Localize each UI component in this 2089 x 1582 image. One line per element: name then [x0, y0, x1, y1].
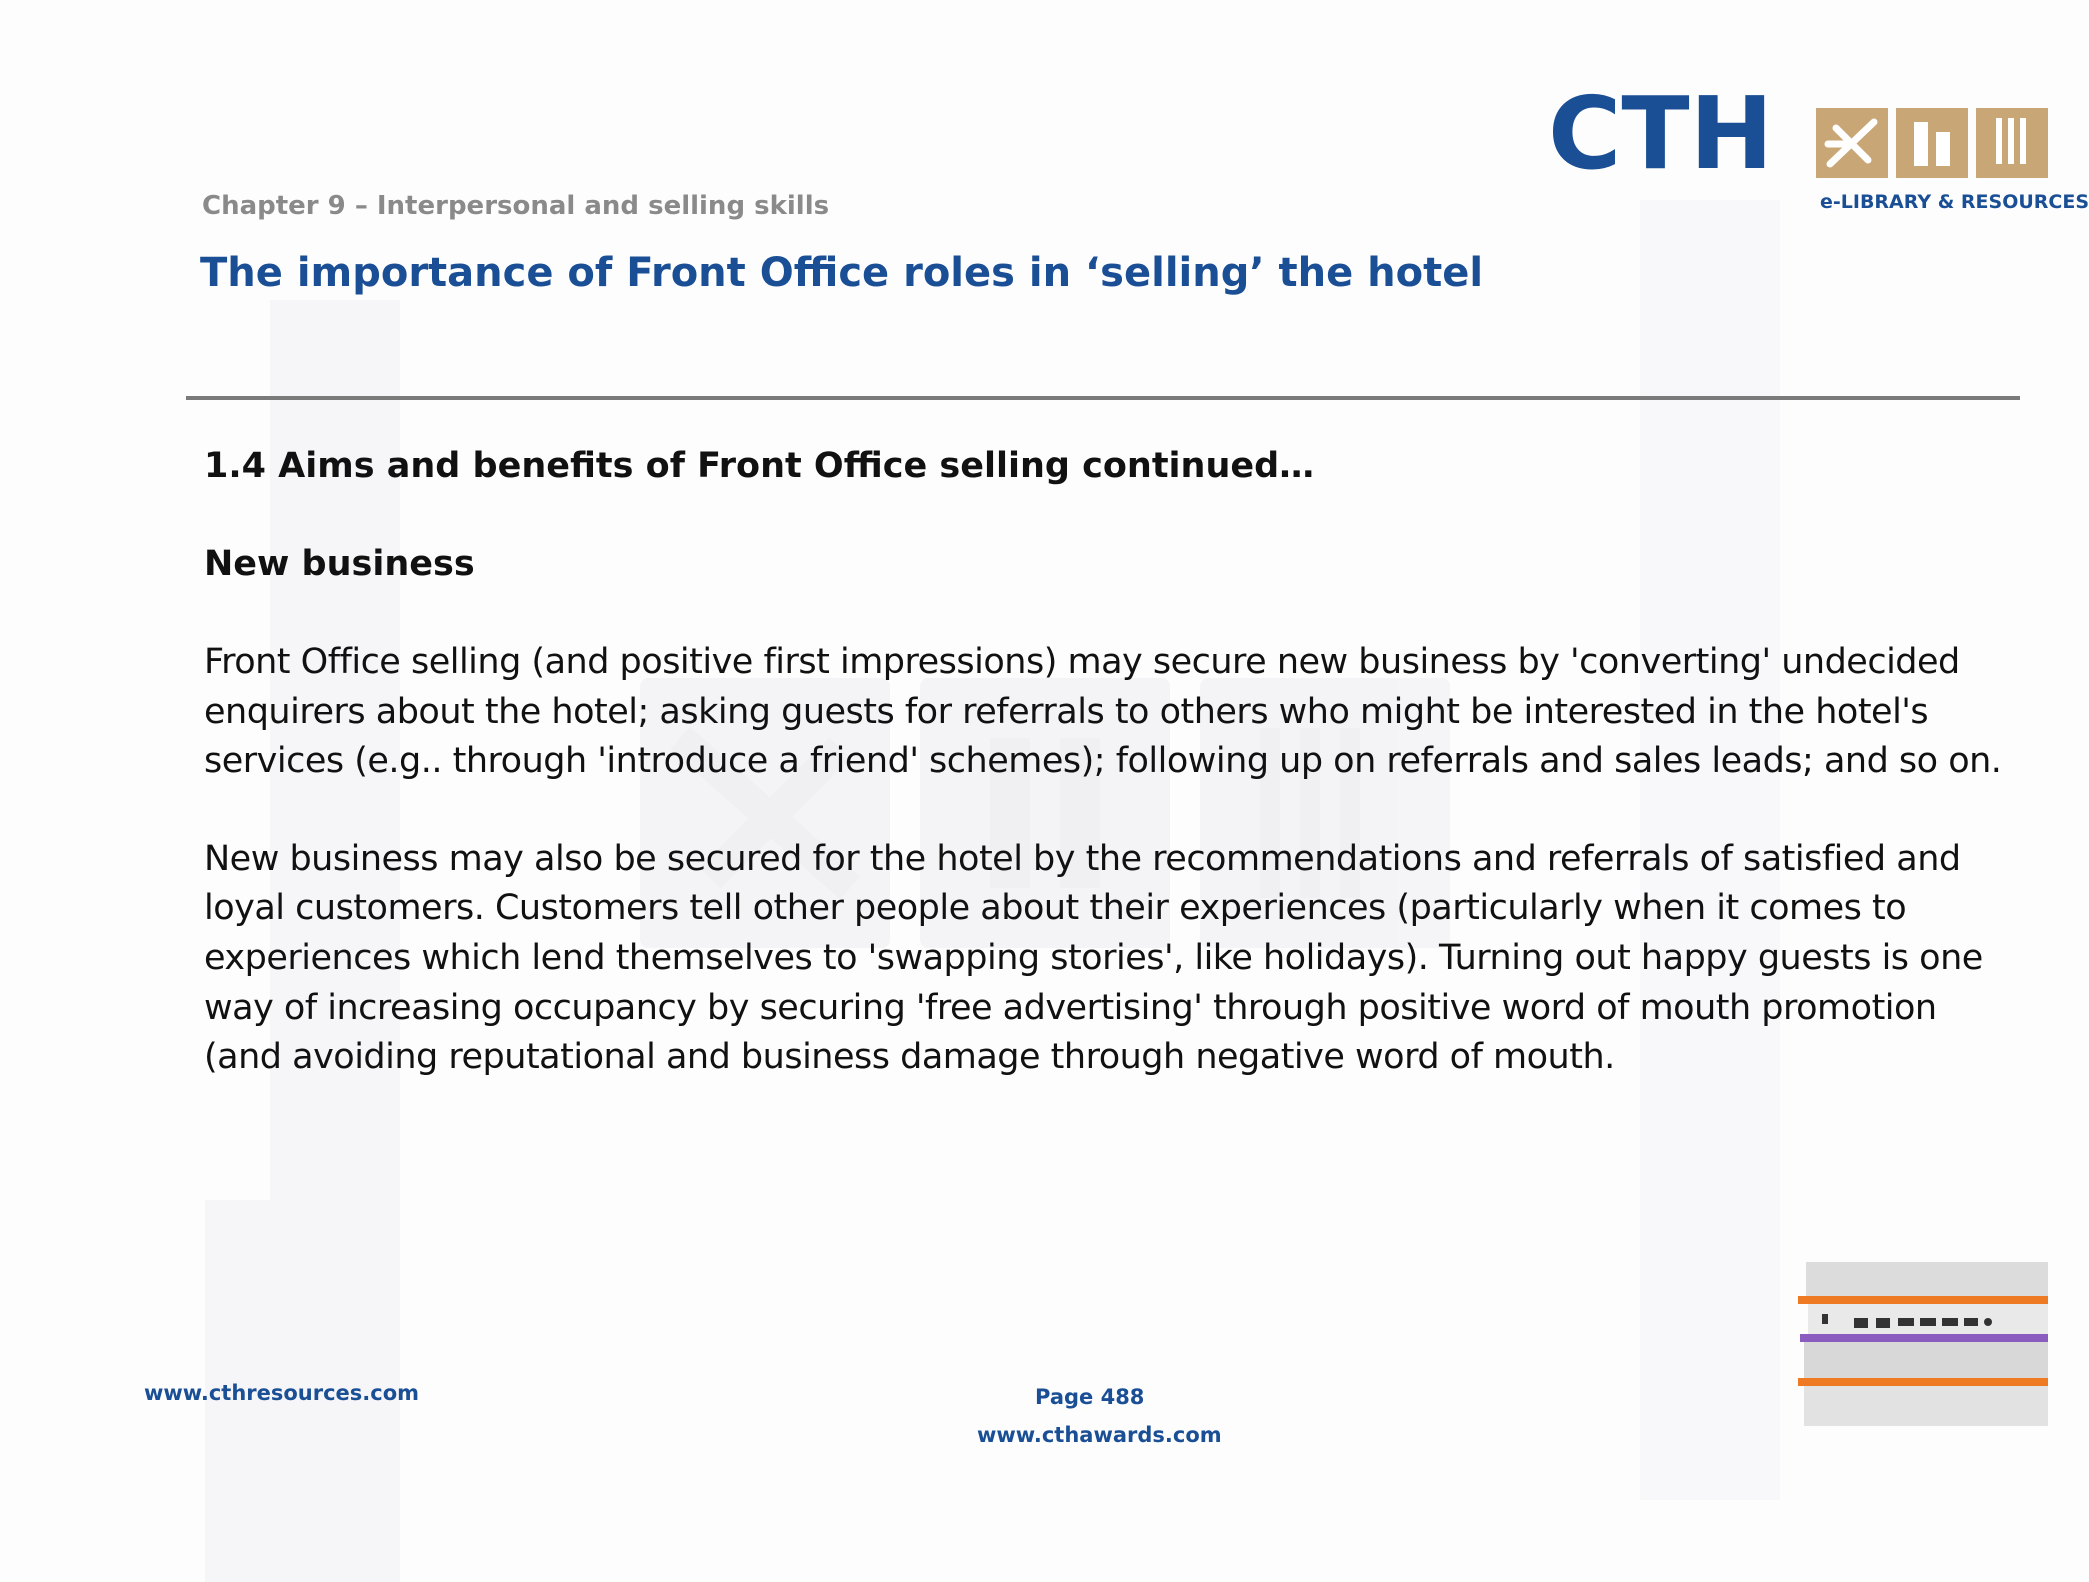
page-number: Page 488: [1035, 1385, 1145, 1409]
plane-icon: [1816, 108, 1888, 178]
device-illustration-icon: [1796, 1262, 2048, 1432]
paragraph: Front Office selling (and positive first impressions) may secure new business by 'converting' undecided enquirers about the hotel; asking guests for referrals to others who might be interested in the hotel's services (e.g.. through 'introduce a friend' schemes); following up on referrals and sales leads; and so on.: [204, 642, 2002, 782]
logo-wordmark: CTH: [1548, 75, 1774, 192]
page-title: The importance of Front Office roles in ‘selling’ the hotel: [200, 250, 1484, 296]
paragraph: New business may also be secured for the hotel by the recommendations and referrals of satisfied and loyal customers. Customers tell other people about their experiences (particularly when it comes to experiences which lend themselves to 'swapping stories', like holidays). Turning out happy guests is one way of increasing occupancy by securing 'free advertising' through positive word of mouth promotion (and avoiding reputational and business damage through negative word of mouth.: [204, 838, 1983, 1078]
cth-logo: [1548, 75, 2089, 218]
cutlery-icon: [1976, 108, 2048, 178]
footer-link-resources[interactable]: www.cthresources.com: [144, 1381, 420, 1405]
section-heading: 1.4 Aims and benefits of Front Office selling continued…: [204, 446, 1315, 486]
building-icon: [1896, 108, 1968, 178]
main-content: [204, 440, 2014, 1083]
logo-tagline: e-LIBRARY & RESOURCES: [1820, 191, 2089, 213]
subheading: New business: [204, 544, 475, 584]
footer-link-awards[interactable]: www.cthawards.com: [977, 1423, 1222, 1447]
header-divider: [186, 396, 2020, 400]
chapter-label: Chapter 9 – Interpersonal and selling skills: [202, 191, 830, 221]
